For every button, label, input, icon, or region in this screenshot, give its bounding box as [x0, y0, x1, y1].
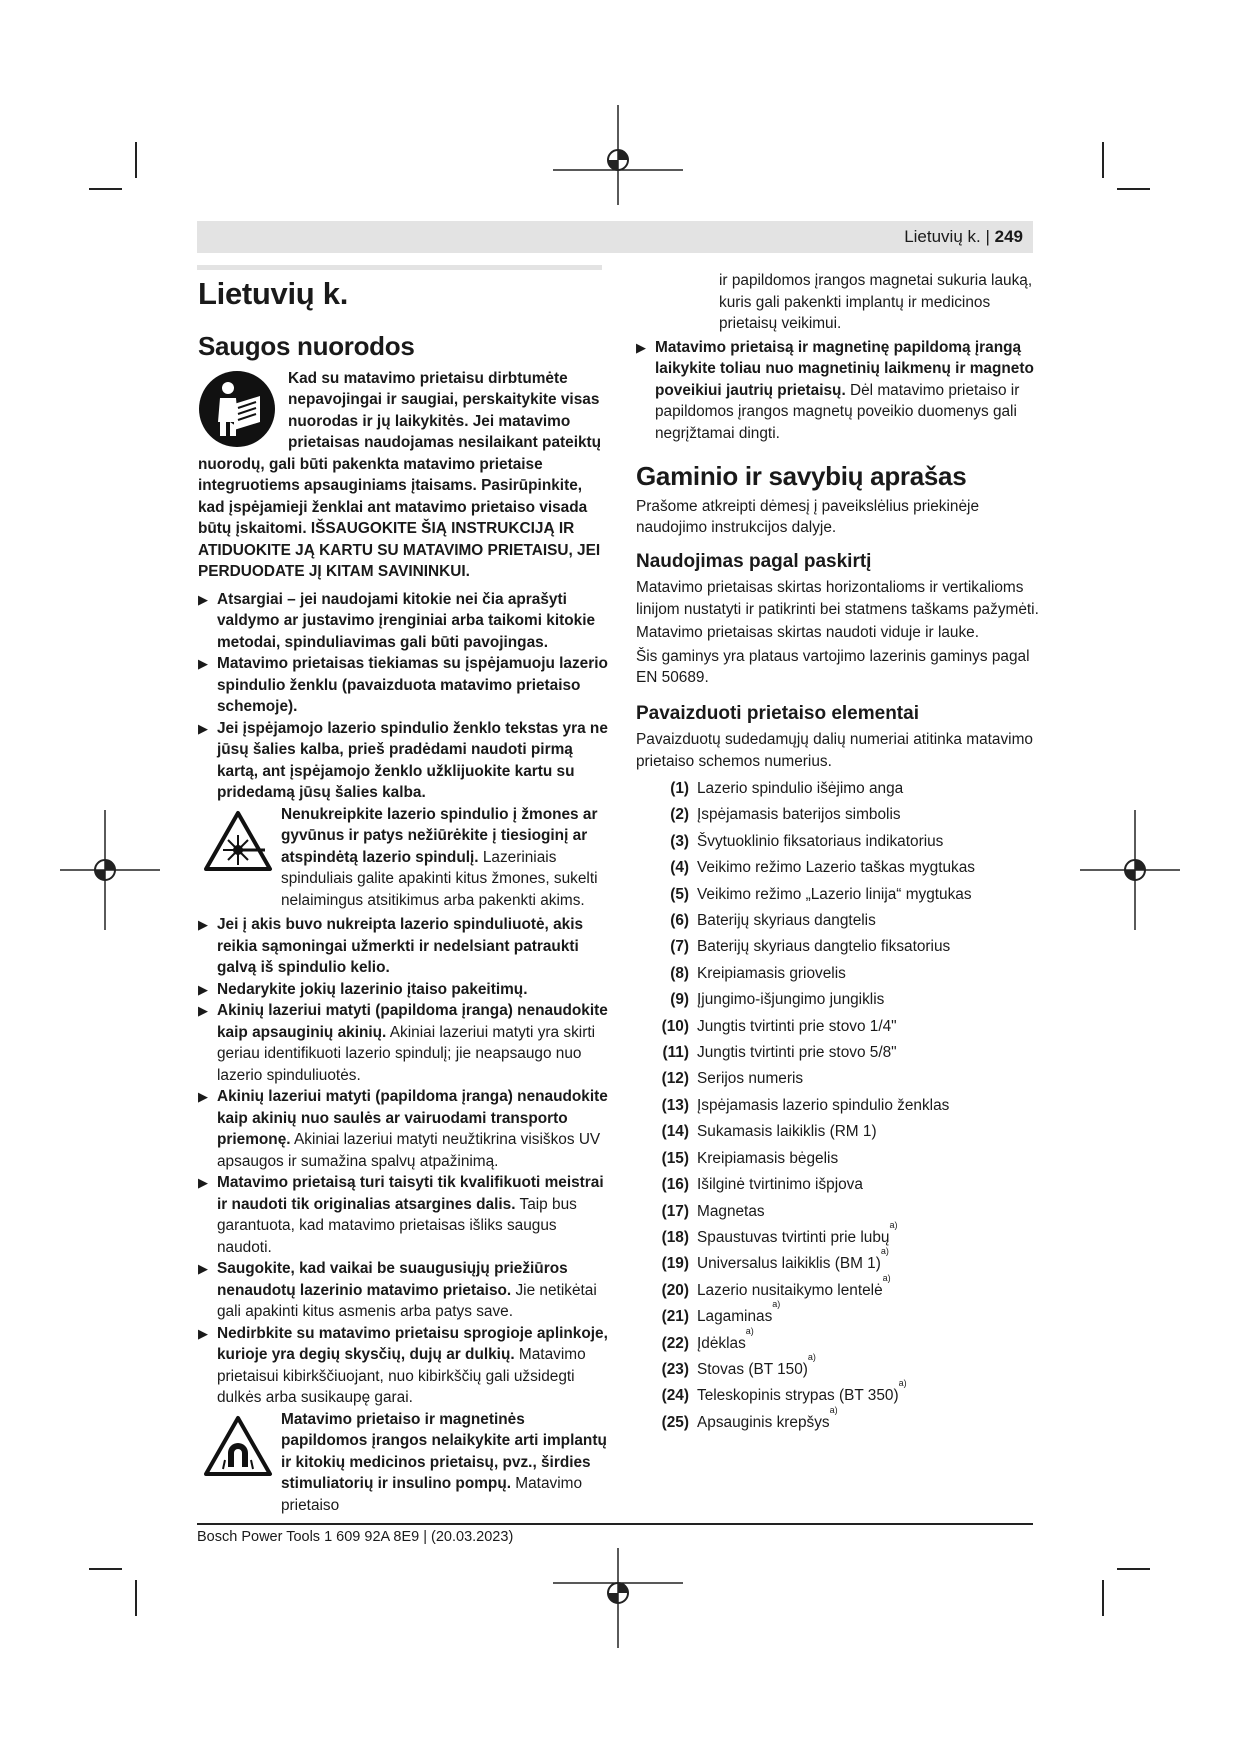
header-label	[904, 227, 1023, 247]
part-item	[636, 776, 1046, 802]
part-number: (13)	[661, 1096, 689, 1114]
part-item	[636, 1014, 1046, 1040]
part-item	[636, 1040, 1046, 1066]
part-item	[636, 1246, 1046, 1277]
footnote-marker: a)	[880, 1246, 889, 1257]
part-item	[636, 1404, 1046, 1436]
registration-mark-right	[1080, 810, 1180, 930]
part-label: Lazerio spindulio išėjimo anga	[697, 780, 904, 797]
part-number: (16)	[661, 1176, 689, 1194]
part-number: (10)	[661, 1017, 689, 1035]
part-label: Lazerio nusitaikymo lentelė	[697, 1281, 883, 1299]
part-item	[636, 829, 1046, 855]
part-label: Jungtis tvirtinti prie stovo 1/4"	[697, 1017, 897, 1035]
part-label: Išilginė tvirtinimo išpjova	[697, 1176, 863, 1194]
part-item	[636, 1146, 1046, 1172]
page-footer: Bosch Power Tools 1 609 92A 8E9 | (20.03.2023)	[197, 1529, 514, 1545]
part-label: Įdėklas	[697, 1334, 746, 1352]
footnote-marker: a)	[882, 1272, 891, 1283]
part-number: (6)	[670, 912, 689, 930]
part-item	[636, 961, 1046, 987]
part-number: (22)	[661, 1334, 689, 1352]
laser-warning-bold: Nenukreipkite lazerio spindulio į žmones ar gyvūnus ir patys nežiūrėkite į tiesioginį ar atspindėtą lazerio spindulį.	[281, 805, 598, 866]
part-item	[636, 1219, 1046, 1251]
part-label: Magnetas	[697, 1202, 765, 1220]
part-item	[636, 908, 1046, 934]
part-number: (19)	[661, 1255, 689, 1273]
part-number: (24)	[661, 1387, 689, 1405]
crop-mark	[1102, 1580, 1104, 1616]
part-item	[636, 1351, 1046, 1383]
list-item: ▶ Akinių lazeriui matyti (papildoma įranga) nenaudokite kaip akinių nuo saulės ar vairuodami transporto priemonę. Akiniai lazeriui matyti neužtikrina visiškos UV apsaugos ir sumažina spalvų atpažinimą.	[198, 1088, 608, 1170]
part-number: (14)	[661, 1123, 689, 1141]
parts-intro: Pavaizduotų sudedamųjų dalių numeriai atitinka matavimo prietaiso schemos numerius.	[636, 731, 1033, 770]
product-heading: Gaminio ir savybių aprašas	[636, 461, 967, 491]
list-item: ▶ Matavimo prietaisą turi taisyti tik kvalifikuoti meistrai ir naudoti tik originalias atsargines dalis. Taip bus garantuota, kad matavimo prietaisas išliks saugus naudoti.	[198, 1174, 604, 1256]
usage-paragraph: Matavimo prietaisas skirtas naudoti viduje ir lauke.	[636, 624, 980, 641]
magnet-warning-bold: Matavimo prietaiso ir magnetinės papildomos įrangos nelaikykite arti implantų ir kitokių medicinos prietaisų, pvz., širdies stimuliatorių ir insulino pompų.	[281, 1410, 607, 1492]
usage-paragraph: Šis gaminys yra plataus vartojimo lazerinis gaminys pagal EN 50689.	[636, 647, 1030, 686]
part-number: (11)	[662, 1044, 689, 1062]
registration-mark-left	[60, 810, 160, 930]
part-item	[636, 1325, 1046, 1357]
crop-mark	[135, 142, 137, 178]
left-column	[198, 331, 608, 1516]
part-number: (25)	[661, 1413, 689, 1431]
part-label: Baterijų skyriaus dangtelis	[697, 912, 876, 930]
read-manual-block	[198, 368, 608, 583]
part-item	[636, 1378, 1046, 1409]
list-item: ▶ Nedirbkite su matavimo prietaisu sprogioje aplinkoje, kurioje yra degių skysčių, dujų ar dulkių. Matavimo prietaisui kibirkščiuojant, nuo kibirkščių gali užsidegti dulkės arba susikaupę garai.	[198, 1324, 608, 1406]
part-item	[636, 1172, 1046, 1198]
list-item: ▶ Matavimo prietaisą ir magnetinę papildomą įrangą laikykite toliau nuo magnetinių laikmenų ir magneto poveikiui jautrių prietaisų. Dėl matavimo prietaiso ir papildomos įrangos magnetų poveikio duomenys gali negrįžtamai dingti.	[636, 338, 1034, 442]
part-label: Teleskopinis strypas (BT 350)	[697, 1387, 899, 1405]
title-rule	[197, 265, 602, 270]
list-item: ▶ Nedarykite jokių lazerinio įtaiso pakeitimų.	[198, 980, 528, 998]
list-item: ▶ Matavimo prietaisas tiekiamas su įspėjamuoju lazerio spindulio ženklu (pavaizduota matavimo prietaiso schemoje).	[198, 655, 608, 715]
footer-rule	[197, 1523, 1033, 1525]
part-item	[636, 1093, 1046, 1119]
header-separator: |	[985, 227, 990, 246]
usage-heading: Naudojimas pagal paskirtį	[636, 550, 872, 572]
part-label: Jungtis tvirtinti prie stovo 5/8"	[697, 1044, 897, 1062]
part-number: (8)	[670, 964, 689, 982]
magnet-warning-block	[198, 1409, 608, 1517]
part-item	[636, 1272, 1046, 1304]
part-number: (1)	[670, 780, 689, 797]
list-item: ▶ Jei į akis buvo nukreipta lazerio spinduliuotė, akis reikia sąmoningai užmerkti ir nedelsiant patraukti galvą iš spindulio kelio.	[198, 916, 584, 976]
crop-mark	[89, 1568, 122, 1570]
part-number: (20)	[661, 1281, 689, 1299]
part-item	[636, 1199, 1046, 1225]
parts-list	[636, 776, 1046, 1436]
list-item: ▶ Jei įspėjamojo lazerio spindulio ženklo tekstas yra ne jūsų šalies kalba, prieš pradėdami naudoti pirmą kartą, ant įspėjamojo ženklo užklijuokite kartu su pridedamą jūsų šalies kalba.	[198, 719, 608, 801]
right-column	[636, 270, 1046, 1436]
list-item: ▶ Atsargiai – jei naudojami kitokie nei čia aprašyti valdymo ar justavimo įrenginiai arba taikomi kitokie metodai, spinduliavimas gali būti pavojingas.	[198, 590, 596, 651]
crop-mark	[1117, 188, 1150, 190]
part-number: (4)	[670, 859, 689, 877]
part-item	[636, 1119, 1046, 1145]
part-label: Lagaminas	[697, 1308, 773, 1326]
part-label: Sukamasis laikiklis (RM 1)	[697, 1123, 877, 1141]
parts-heading: Pavaizduoti prietaiso elementai	[636, 702, 919, 724]
safety-intro: Kad su matavimo prietaisu dirbtumėte nepavojingai ir saugiai, perskaitykite visas nuorodas ir jų laikykitės. Jei matavimo prietaisas naudojamas nesilaikant pateiktų nuorodų, gali būti pakenkta matavimo prietaise integruotiems apsauginiams įtaisams. Pasirūpinkite, kad įspėjamieji ženklai ant matavimo prietaiso visada būtų įskaitomi. IŠSAUGOKITE ŠIĄ INSTRUKCIJĄ IR ATIDUOKITE JĄ KARTU SU MATAVIMO PRIETAISU, JEI PERDUODATE JĮ KITAM SAVININKUI.	[198, 369, 602, 580]
part-label: Įspėjamasis baterijos simbolis	[697, 806, 901, 824]
laser-warning-block	[198, 804, 608, 912]
part-number: (2)	[670, 806, 689, 824]
list-item: ▶ Saugokite, kad vaikai be suaugusiųjų priežiūros nenaudotų lazerinio matavimo prietaiso. Jie netikėtai gali apakinti kitus asmenis arba patys save.	[198, 1260, 597, 1320]
part-item	[636, 802, 1046, 828]
footnote-marker: a)	[772, 1299, 781, 1310]
part-item	[636, 1066, 1046, 1092]
product-intro: Prašome atkreipti dėmesį į paveikslėlius priekinėje naudojimo instrukcijos dalyje.	[636, 497, 980, 536]
part-label: Kreipiamasis bėgelis	[697, 1149, 839, 1167]
registration-mark-top	[548, 105, 688, 205]
part-label: Kreipiamasis griovelis	[697, 964, 846, 982]
part-number: (3)	[670, 832, 689, 850]
crop-mark	[1102, 142, 1104, 178]
part-number: (12)	[661, 1070, 689, 1088]
part-number: (21)	[661, 1308, 689, 1326]
part-item	[636, 987, 1046, 1013]
part-label: Švytuoklinio fiksatoriaus indikatorius	[697, 832, 944, 850]
crop-mark	[1117, 1568, 1150, 1570]
part-number: (17)	[661, 1202, 689, 1220]
part-label: Įjungimo-išjungimo jungiklis	[697, 991, 885, 1009]
page-header	[197, 221, 1033, 253]
part-label: Veikimo režimo Lazerio taškas mygtukas	[697, 859, 975, 877]
crop-mark	[135, 1580, 137, 1616]
read-manual-icon	[198, 370, 276, 448]
part-label: Spaustuvas tvirtinti prie lubų	[697, 1228, 890, 1246]
part-item	[636, 882, 1046, 908]
part-number: (7)	[670, 938, 689, 956]
page-number: 249	[994, 227, 1023, 246]
crop-mark	[89, 188, 122, 190]
part-label: Apsauginis krepšys	[697, 1413, 830, 1431]
part-number: (18)	[661, 1228, 689, 1246]
safety-heading: Saugos nuorodos	[198, 331, 415, 361]
magnet-warning-icon	[203, 1415, 273, 1477]
part-number: (5)	[670, 885, 689, 903]
part-item	[636, 855, 1046, 881]
registration-mark-bottom	[548, 1548, 688, 1648]
magnet-warning-continued: ir papildomos įrangos magnetai sukuria lauką, kuris gali pakenkti implantų ir medicinos prietaisų veikimui.	[719, 272, 1033, 332]
part-label: Veikimo režimo „Lazerio linija“ mygtukas	[697, 885, 972, 903]
part-number: (9)	[670, 991, 689, 1009]
part-label: Universalus laikiklis (BM 1)	[697, 1255, 881, 1273]
footnote-marker: a)	[898, 1378, 907, 1389]
footnote-marker: a)	[807, 1351, 816, 1362]
part-label: Serijos numeris	[697, 1070, 804, 1088]
part-label: Įspėjamasis lazerio spindulio ženklas	[697, 1096, 950, 1114]
header-language: Lietuvių k.	[904, 227, 981, 246]
part-label: Baterijų skyriaus dangtelio fiksatorius	[697, 938, 951, 956]
part-item	[636, 934, 1046, 960]
part-label: Stovas (BT 150)	[697, 1360, 808, 1378]
part-item	[636, 1299, 1046, 1330]
footnote-marker: a)	[745, 1325, 754, 1336]
list-item: ▶ Akinių lazeriui matyti (papildoma įranga) nenaudokite kaip apsauginių akinių. Akiniai lazeriui matyti yra skirti geriau identifikuoti lazerio spindulį; jie neapsaugo nuo lazerio spinduliuotės.	[198, 1002, 608, 1084]
magnet-warning-text: Matavimo prietaiso	[281, 1475, 583, 1514]
footnote-marker: a)	[889, 1219, 898, 1230]
laser-warning-text: Lazeriniais spinduliais galite apakinti kitus žmones, sukelti nelaimingus atsitikimus arba pakenkti akims.	[281, 848, 598, 909]
laser-warning-icon	[203, 810, 273, 872]
part-number: (15)	[661, 1149, 689, 1167]
usage-paragraph: Matavimo prietaisas skirtas horizontalioms ir vertikalioms linijom nustatyti ir patikrinti bei statmens taškams pažymėti.	[636, 579, 1039, 618]
part-number: (23)	[661, 1360, 689, 1378]
page-title: Lietuvių k.	[198, 276, 349, 311]
footnote-marker: a)	[829, 1404, 838, 1415]
